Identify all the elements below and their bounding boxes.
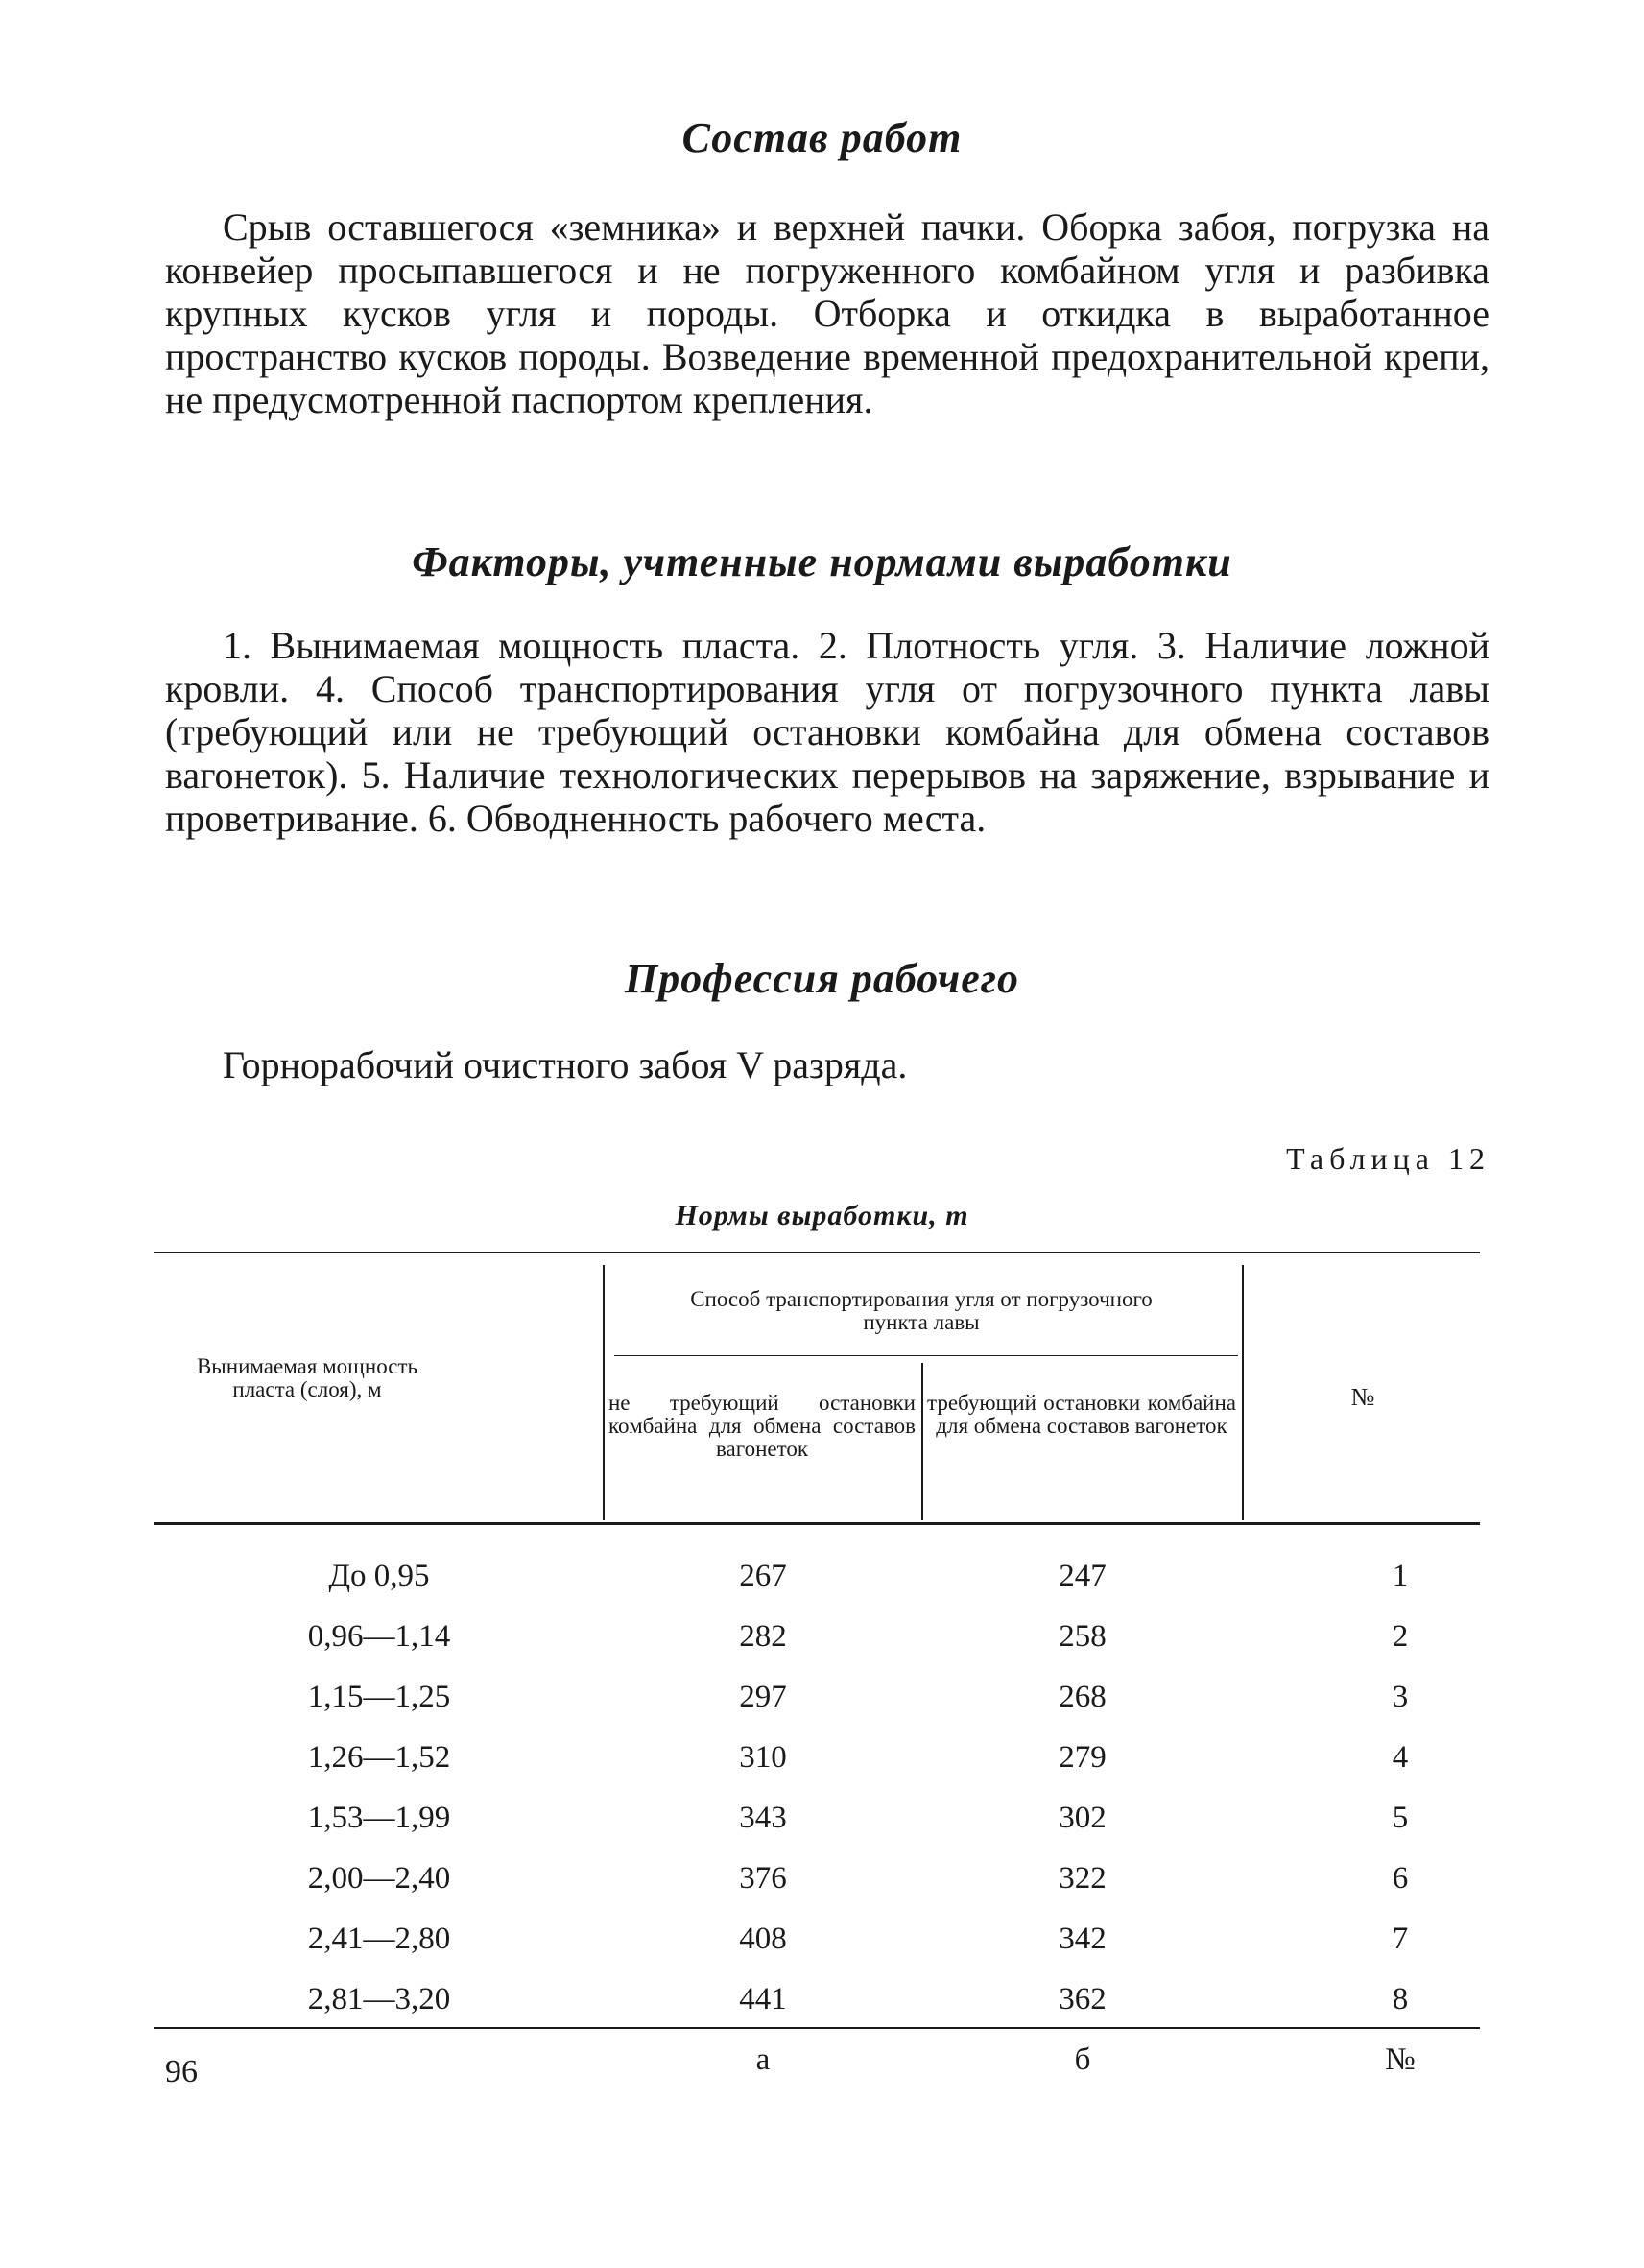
table-title: Нормы выработки, т xyxy=(675,1200,969,1231)
row-number: 8 xyxy=(1392,1982,1409,2017)
row-number: 4 xyxy=(1392,1740,1409,1775)
footer-label-number: № xyxy=(1385,2042,1416,2077)
row-thickness: 2,41—2,80 xyxy=(307,1922,451,1956)
row-value-a: 282 xyxy=(739,1619,787,1654)
header-stop: требующий остановки комбайна для обмена составов вагонеток xyxy=(927,1391,1236,1438)
row-thickness: До 0,95 xyxy=(328,1559,430,1593)
header-divider-2 xyxy=(921,1363,923,1520)
row-value-a: 267 xyxy=(739,1559,787,1593)
header-number: № xyxy=(1350,1383,1375,1411)
composition-heading: Состав работ xyxy=(681,114,963,161)
row-value-b: 362 xyxy=(1059,1982,1107,2017)
group-header-rule xyxy=(614,1355,1238,1356)
row-value-b: 302 xyxy=(1059,1801,1107,1835)
row-value-b: 258 xyxy=(1059,1619,1107,1654)
row-number: 1 xyxy=(1392,1559,1409,1593)
row-value-b: 268 xyxy=(1059,1680,1107,1714)
footer-label-a: а xyxy=(755,2042,771,2077)
row-value-a: 310 xyxy=(739,1740,787,1775)
row-thickness: 1,53—1,99 xyxy=(307,1801,451,1835)
row-thickness: 1,15—1,25 xyxy=(307,1680,451,1714)
factors-text: 1. Вынимаемая мощность пласта. 2. Плотность угля. 3. Наличие ложной кровли. 4. Способ транспортирования угля от погрузочного пункта лавы (требующий или не требующий остановки комбайна для обмена составов вагонеток). 5. Наличие технологических перерывов на заряжение, взрывание и проветривание. 6. Обводненность рабочего места. xyxy=(165,624,1489,840)
header-divider-3 xyxy=(1242,1265,1244,1520)
row-number: 7 xyxy=(1392,1922,1409,1956)
header-divider-1 xyxy=(603,1265,605,1520)
table-top-rule xyxy=(154,1252,1480,1253)
row-value-b: 247 xyxy=(1059,1559,1107,1593)
row-number: 6 xyxy=(1392,1861,1409,1896)
header-thickness: Вынимаемая мощность пласта (слоя), м xyxy=(196,1354,418,1401)
header-transport-method: Способ транспортирования угля от погрузочного пункта лавы xyxy=(690,1287,1153,1334)
row-value-b: 279 xyxy=(1059,1740,1107,1775)
footer-label-b: б xyxy=(1074,2042,1091,2077)
row-value-b: 342 xyxy=(1059,1922,1107,1956)
row-value-a: 297 xyxy=(739,1680,787,1714)
page-number: 96 xyxy=(165,2054,198,2089)
profession-heading: Профессия рабочего xyxy=(625,955,1019,1002)
header-bottom-rule xyxy=(154,1522,1480,1525)
row-value-a: 441 xyxy=(739,1982,787,2017)
table-label: Таблица 12 xyxy=(1286,1141,1490,1176)
row-value-b: 322 xyxy=(1059,1861,1107,1896)
row-value-a: 343 xyxy=(739,1801,787,1835)
row-number: 5 xyxy=(1392,1801,1409,1835)
row-value-a: 376 xyxy=(739,1861,787,1896)
row-thickness: 2,81—3,20 xyxy=(307,1982,451,2017)
row-thickness: 0,96—1,14 xyxy=(307,1619,451,1654)
row-thickness: 2,00—2,40 xyxy=(307,1861,451,1896)
row-thickness: 1,26—1,52 xyxy=(307,1740,451,1775)
table-bottom-rule xyxy=(154,2027,1480,2029)
row-value-a: 408 xyxy=(739,1922,787,1956)
composition-text: Срыв оставшегося «земника» и верхней пачки. Оборка забоя, погрузка на конвейер просыпавшегося и не погруженного комбайном угля и разбивка крупных кусков угля и породы. Отборка и откидка в выработанное пространство кусков породы. Возведение временной предохранительной крепи, не предусмотренной паспортом крепления. xyxy=(165,205,1489,421)
factors-heading: Факторы, учтенные нормами выработки xyxy=(412,538,1232,585)
row-number: 3 xyxy=(1392,1680,1409,1714)
profession-text: Горнорабочий очистного забоя V разряда. xyxy=(223,1043,908,1086)
header-no-stop: не требующий остановки комбайна для обмена составов вагонеток xyxy=(608,1391,916,1461)
row-number: 2 xyxy=(1392,1619,1409,1654)
